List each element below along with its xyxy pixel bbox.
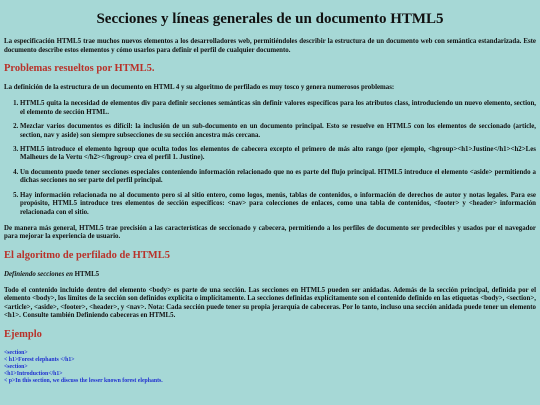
code-line: < h1>Forest elephants </h1> [4,356,75,363]
section-heading-example: Ejemplo [4,328,42,340]
section-heading-algorithm: El algoritmo de perfilado de HTML5 [4,249,170,261]
section-heading-problems: Problemas resueltos por HTML5. [4,63,155,75]
list-item: 4. Un documento puede tener secciones especiales conteniendo información relacionado que no es parte del flujo principal. HTML5 introduce el elemento <aside> permitiendo a dichas secciones no ser parte del perfil principal. [20,169,536,186]
list-item: 3. HTML5 introduce el elemento hgroup que oculta todos los elementos de cabecera excepto el primero de más alto rango (por ejemplo, <hgroup><h1>Justine</h1><h2>Les Malheurs de la Vertu </h2></hgroup> crea el perfil 1. Justine). [20,146,536,163]
problems-closing-paragraph: De manera más general, HTML5 trae precisión a las características de seccionado y cabecera, permitiendo a los perfiles de documento ser predecibles y usados por el navegador para mejorar la experiencia de usuario. [4,225,536,241]
code-line: <section> [4,364,28,371]
page-title: Secciones y líneas generales de un documento HTML5 [96,11,444,27]
subheading-rest: HTML5 [72,270,100,278]
code-line: < p>In this section, we discuss the lesser known forest elephants. [4,378,163,385]
code-line: <h1>Introduction</h1> [4,371,63,378]
subheading-defining-sections [4,271,536,279]
algorithm-body-paragraph: Todo el contenido incluido dentro del elemento <body> es parte de una sección. Las secciones en HTML5 pueden ser anidadas. Además de la sección principal, definida por el elemento <body>, los límites de la sección son definidos explícita o implícitamente. La secciones definidas explícitamente son el contenido definido en las etiquetas <body>, <section>, <article>, <aside>, <footer>, <header>, y <nav>. Nota: Cada sección puede tener su propia jerarquía de cabeceras. Por lo tanto, incluso una sección anidada puede tener un elemento <h1>. Consulte también Definiendo cabeceras en HTML5. [4,287,536,320]
list-item: 2. Mezclar varios documentos es difícil: la inclusión de un sub-documento en un documento principal. Esto se resuelve en HTML5 con los elementos de seccionado (article, section, nav y aside) son siempre subsecciones de su sección ancestra más cercana. [20,123,536,140]
list-item: 1. HTML5 quita la necesidad de elementos div para definir secciones semánticas sin definir valores específicos para los atributos class, introduciendo un nuevo elemento, section, el elemento de sección HTML. [20,100,536,117]
intro-paragraph: La especificación HTML5 trae muchos nuevos elementos a los desarrolladores web, permitiéndoles describir la estructura de un documento web con semántica estandarizada. Este documento describe estos elementos y cómo usarlos para definir el perfil de cualquier documento. [4,38,536,54]
list-item: 5. Hay información relacionada no al documento pero si al sitio entero, como logos, menús, tablas de contenidos, o información de derechos de autor y notas legales. Para ese propósito, HTML5 introduce tres elementos de sección específicos: <nav> para colecciones de enlaces, como una tabla de contenidos, <footer> y <header> información relacionada con el sitio. [20,192,536,217]
problems-lead-paragraph: La definición de la estructura de un documento en HTML 4 y su algoritmo de perfilado es muy tosco y genera numerosos problemas: [4,83,395,91]
code-line: <section> [4,349,28,356]
subheading-italic: Definiendo secciones en [4,270,73,278]
problems-list [4,100,536,217]
code-sample [4,350,536,386]
